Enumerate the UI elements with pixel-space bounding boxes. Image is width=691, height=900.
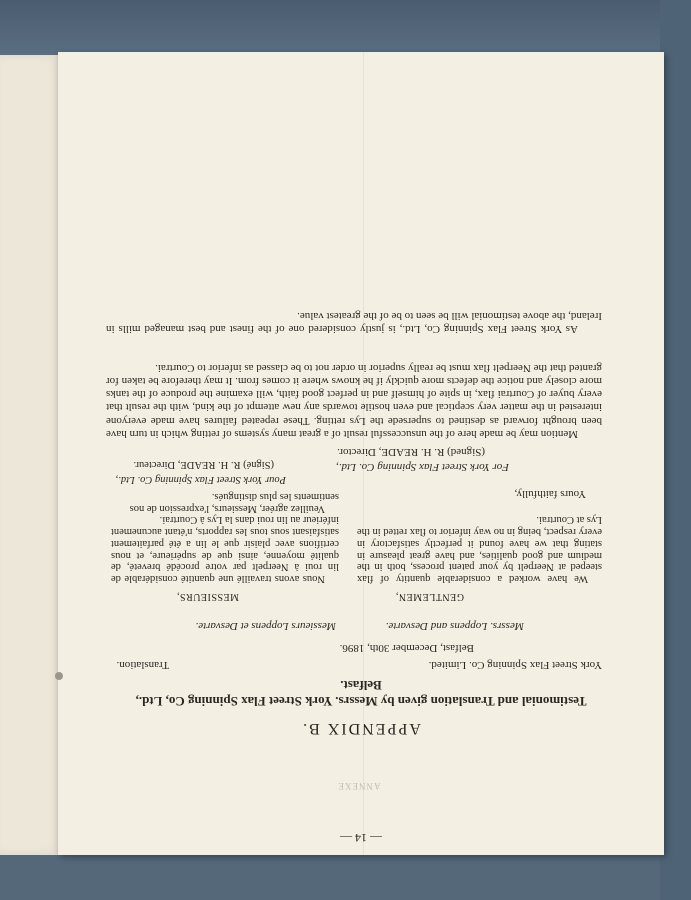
- binding-hole: [55, 672, 63, 680]
- page-number: — 14 —: [340, 831, 382, 845]
- page-fold: [363, 52, 364, 855]
- paragraph-conclusion: As York Street Flax Spinning Co, Ltd., is justly considered one of the finest and best managed mills in Ireland, the above testimonial will be seen to be of the greatest value.: [106, 309, 602, 335]
- company-english: [336, 461, 509, 473]
- title-line-2: Belfast.: [340, 678, 382, 693]
- document-page: [58, 52, 664, 855]
- letter-body-french: Nous avons travaillé une quantité considérable de lin roui à Neerpelt par votre procédé breveté, de qualité moyenne, ainsi que de supérieure, et nous certifions avec plaisir que le lin a été parfaitement satisfaisant sous tous les rapports, n'étant aucunement inférieur au lin roui dans la Lys à Courtrai.: [111, 514, 339, 584]
- address-french: Messieurs Loppens et Desvarte.: [195, 620, 336, 632]
- closing-english: Yours faithfully,: [514, 488, 586, 500]
- company-french-text: Pour York Street Flax Spinning Co. Ltd.,: [115, 474, 286, 485]
- company-french: [116, 474, 286, 485]
- faded-stamp: ANNEXE: [337, 781, 381, 791]
- title-line-1: Testimonial and Translation given by Messrs. York Street Flax Spinning Co, Ltd.,: [135, 694, 587, 709]
- previous-page-edge: [0, 55, 63, 855]
- firm-name: York Street Flax Spinning Co. Limited.: [428, 659, 602, 671]
- salutation-english: GENTLEMEN,: [395, 591, 464, 602]
- company-english-text: For York Street Flax Spinning Co. Ltd.,: [335, 461, 509, 473]
- paragraph-mention: Mention may be made here of the unsuccessful result of a great many systems of retting which in turn have been brought forward as destined to supersede the Lys retting. These repeated failures have made everyone interested in the matter very sceptical and even hostile towards any new attempt of the kind, with the result that every buyer of Courtrai flax, in spite of himself and in perfect good faith, will examine the produce of the tanks more closely and notice the defects more quickly if he knows where it comes from. It may therefore be taken for granted that the Neerpelt flax must be really superior in order not to be classed as inferior to Courtrai.: [106, 361, 602, 440]
- letter-body-english: We have worked a considerable quantity of flax steeped at Neerpelt by your patent process, both in the medium and good qualities, and have great pleasure in stating that we have found it perfectly satisfactory in every respect, being in no way inferior to flax retted in the Lys at Courtrai.: [357, 514, 602, 584]
- salutation-french: MESSIEURS,: [176, 591, 239, 602]
- letter-date: Belfast, December 30th, 1896.: [339, 642, 474, 654]
- closing-french: Veuillez agréer, Messieurs, l'expression de nos sentiments les plus distingués.: [129, 491, 339, 514]
- appendix-heading: APPENDIX B.: [301, 720, 421, 737]
- firm-name-column: [352, 653, 602, 672]
- signature-french: (Signé) R. H. READE, Directeur.: [133, 459, 274, 470]
- address-english: Messrs. Loppens and Desvarte.: [385, 620, 524, 632]
- translation-label: Translation.: [116, 659, 169, 671]
- background-right: [660, 0, 691, 900]
- background-top: [0, 0, 691, 60]
- upside-down-content: [58, 52, 664, 855]
- signature-english: (Signed) R. H. READE, Director.: [337, 446, 485, 458]
